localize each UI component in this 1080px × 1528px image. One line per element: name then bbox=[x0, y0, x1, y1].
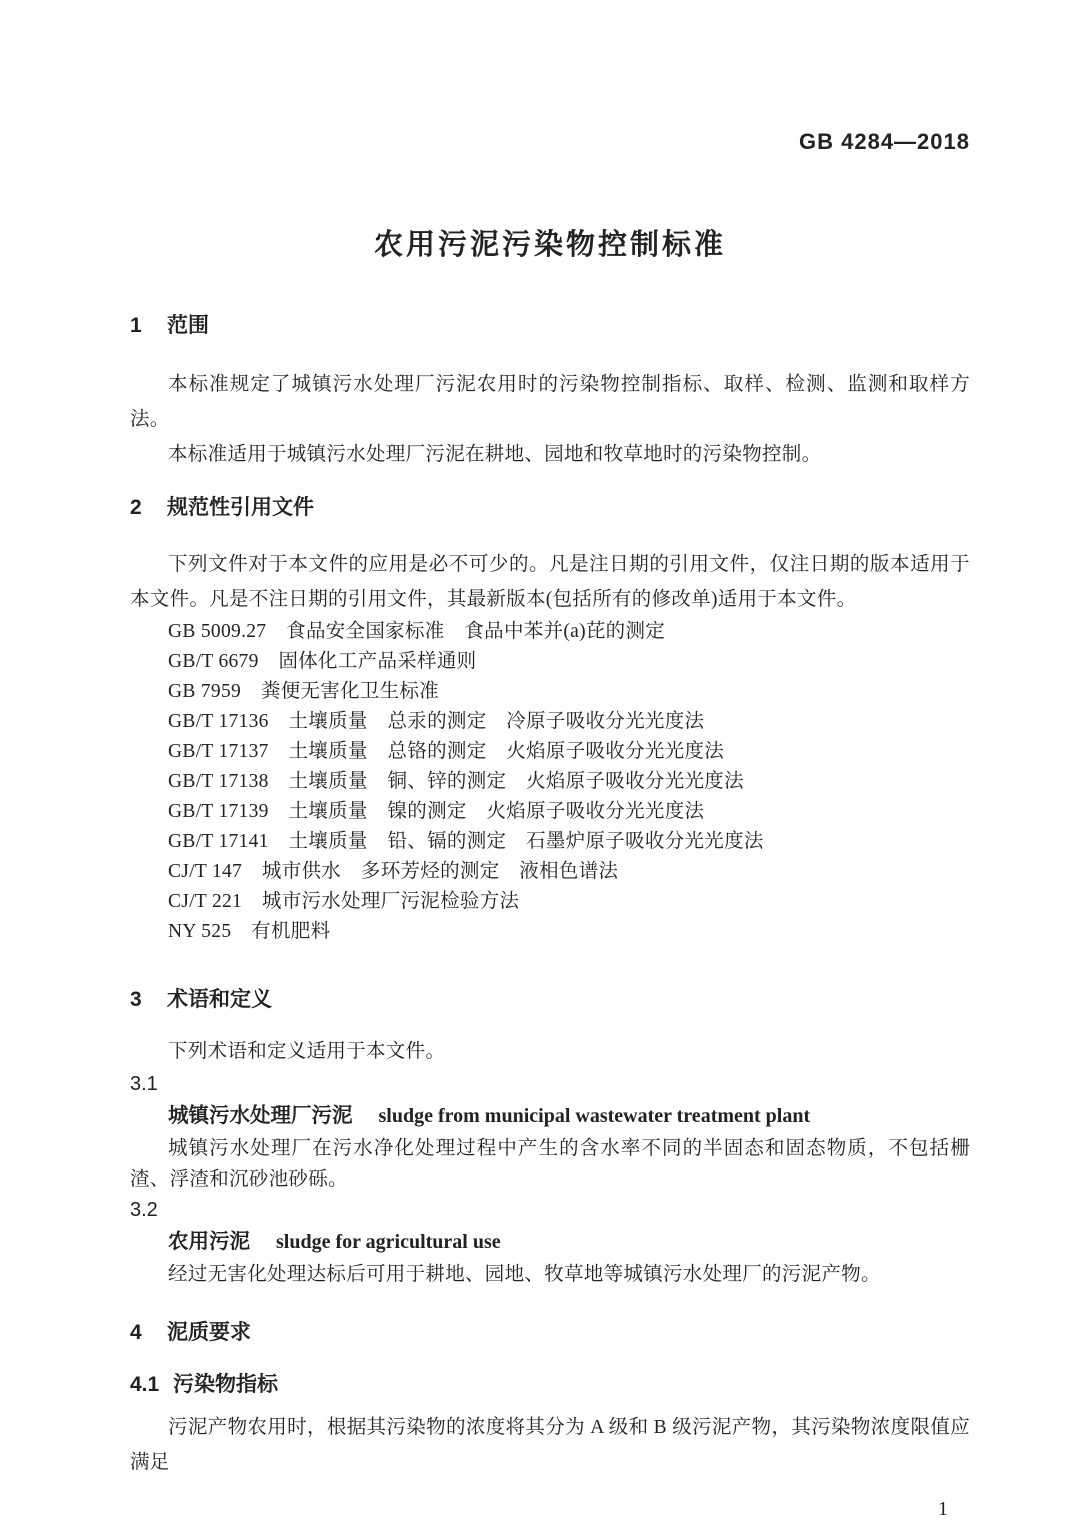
section-1-paragraph-2: 本标准适用于城镇污水处理厂污泥在耕地、园地和牧草地时的污染物控制。 bbox=[168, 444, 822, 465]
section-3-intro: 下列术语和定义适用于本文件。 bbox=[168, 1041, 446, 1062]
section-4-1-paragraph: 污泥产物农用时，根据其污染物的浓度将其分为 A 级和 B 级污泥产物，其污染物浓度限值应满足 bbox=[130, 1417, 970, 1473]
section-4-title: 泥质要求 bbox=[167, 1321, 251, 1344]
term-3-1-english: sludge from municipal wastewater treatment plant bbox=[378, 1105, 811, 1127]
section-4-heading bbox=[130, 1315, 970, 1350]
reference-item: GB/T 17138 土壤质量 铜、锌的测定 火焰原子吸收分光光度法 bbox=[168, 771, 744, 792]
term-3-1-number: 3.1 bbox=[130, 1073, 158, 1095]
section-1-number: 1 bbox=[130, 314, 142, 337]
reference-item: GB/T 17139 土壤质量 镍的测定 火焰原子吸收分光光度法 bbox=[168, 801, 705, 822]
page-number: 1 bbox=[938, 1498, 948, 1520]
reference-item: NY 525 有机肥料 bbox=[168, 921, 331, 942]
section-4-1-number: 4.1 bbox=[130, 1373, 160, 1396]
reference-item: GB/T 6679 固体化工产品采样通则 bbox=[168, 651, 477, 672]
reference-item: GB/T 17141 土壤质量 铅、镉的测定 石墨炉原子吸收分光光度法 bbox=[168, 831, 764, 852]
terms-block bbox=[130, 1069, 970, 1290]
section-2-heading bbox=[130, 490, 970, 525]
term-3-1 bbox=[130, 1100, 970, 1133]
section-4-1-title: 污染物指标 bbox=[173, 1373, 278, 1396]
term-3-2 bbox=[130, 1226, 970, 1259]
reference-item: GB/T 17136 土壤质量 总汞的测定 冷原子吸收分光光度法 bbox=[168, 711, 705, 732]
standard-number: GB 4284—2018 bbox=[799, 129, 970, 154]
reference-item: GB 7959 粪便无害化卫生标准 bbox=[168, 681, 440, 702]
term-3-2-english: sludge for agricultural use bbox=[276, 1231, 501, 1253]
section-1-heading bbox=[130, 308, 970, 343]
reference-item: CJ/T 221 城市污水处理厂污泥检验方法 bbox=[168, 891, 520, 912]
reference-item: GB 5009.27 食品安全国家标准 食品中苯并(a)芘的测定 bbox=[168, 621, 666, 642]
reference-item: CJ/T 147 城市供水 多环芳烃的测定 液相色谱法 bbox=[168, 861, 619, 882]
term-3-2-number: 3.2 bbox=[130, 1199, 158, 1221]
reference-list bbox=[130, 617, 970, 947]
section-3-number: 3 bbox=[130, 988, 142, 1011]
term-3-2-chinese: 农用污泥 bbox=[168, 1230, 250, 1253]
term-3-1-chinese: 城镇污水处理厂污泥 bbox=[168, 1104, 353, 1127]
section-2-intro: 下列文件对于本文件的应用是必不可少的。凡是注日期的引用文件，仅注日期的版本适用于本文件。凡是不注日期的引用文件，其最新版本(包括所有的修改单)适用于本文件。 bbox=[130, 554, 970, 610]
section-1-title: 范围 bbox=[167, 314, 209, 337]
section-3-title: 术语和定义 bbox=[167, 988, 272, 1011]
section-4-1-heading bbox=[130, 1367, 970, 1402]
section-3-heading bbox=[130, 982, 970, 1017]
term-3-2-definition: 经过无害化处理达标后可用于耕地、园地、牧草地等城镇污水处理厂的污泥产物。 bbox=[168, 1264, 881, 1285]
reference-item: GB/T 17137 土壤质量 总铬的测定 火焰原子吸收分光光度法 bbox=[168, 741, 725, 762]
section-2-number: 2 bbox=[130, 496, 142, 519]
section-1-paragraph-1: 本标准规定了城镇污水处理厂污泥农用时的污染物控制指标、取样、检测、监测和取样方法。 bbox=[130, 374, 970, 430]
term-3-1-definition: 城镇污水处理厂在污水净化处理过程中产生的含水率不同的半固态和固态物质，不包括栅渣、浮渣和沉砂池砂砾。 bbox=[130, 1138, 970, 1190]
section-4-number: 4 bbox=[130, 1321, 142, 1344]
section-2-title: 规范性引用文件 bbox=[167, 496, 314, 519]
document-title: 农用污泥污染物控制标准 bbox=[373, 229, 726, 261]
